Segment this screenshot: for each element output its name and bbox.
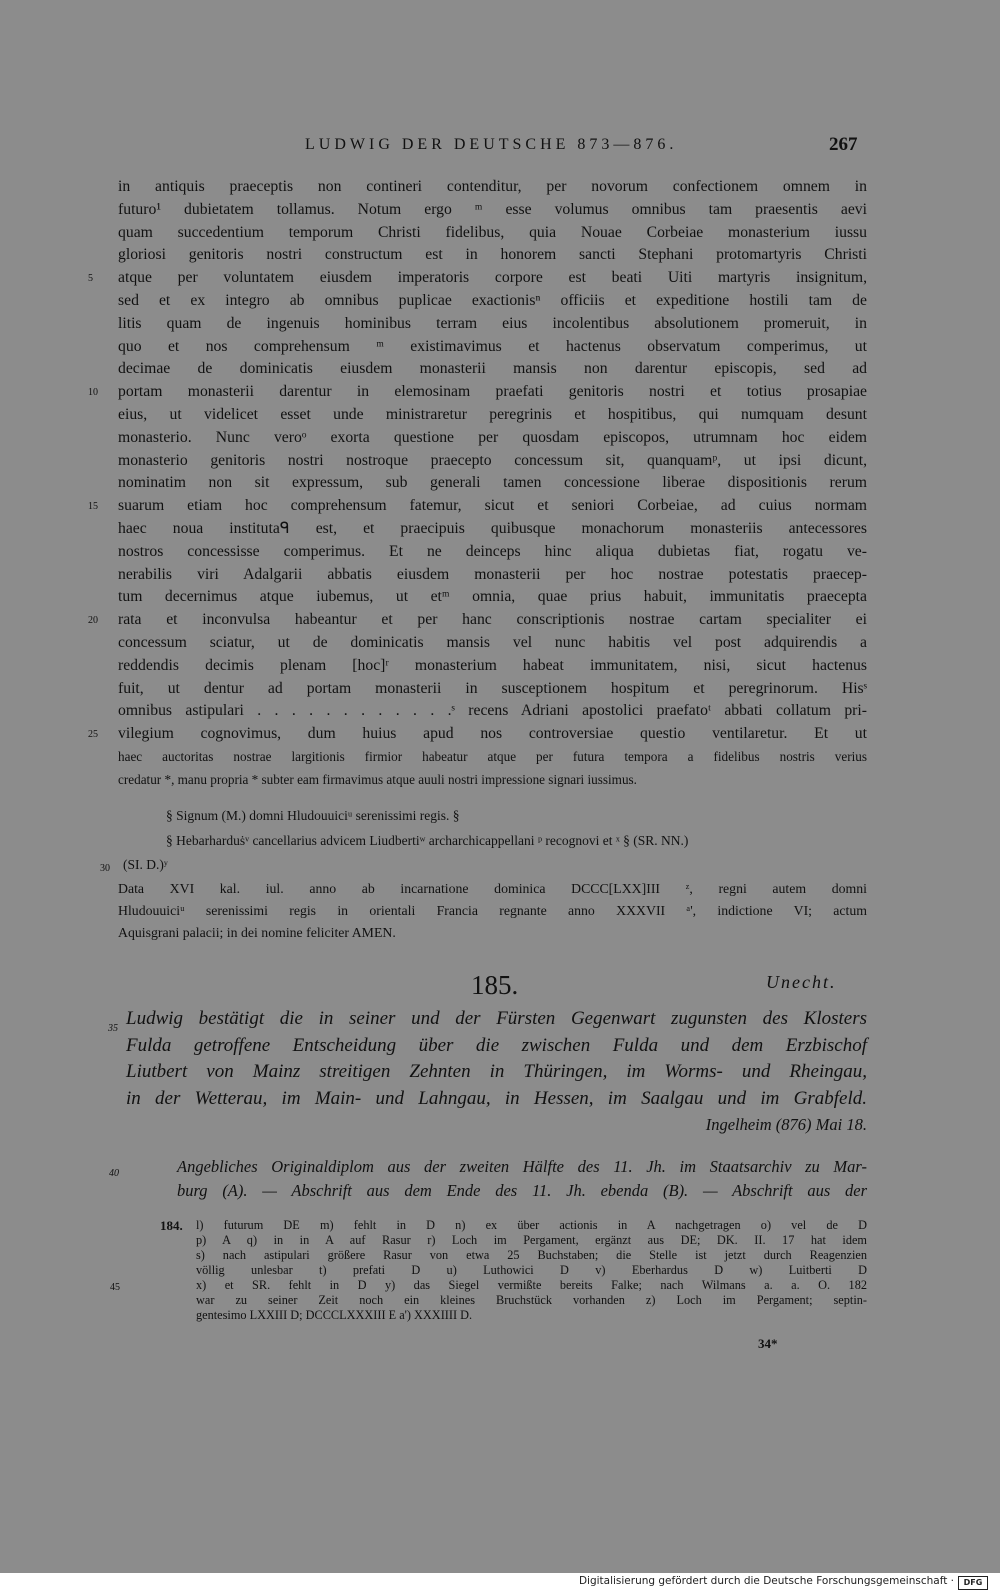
footnote-line: gentesimo LXXIII D; DCCCLXXXIII E a') XXXIIII D. xyxy=(196,1308,473,1322)
sheet-signature: 34* xyxy=(758,1336,778,1351)
text-line: litis quam de ingenuis hominibus terram eius incolentibus absolutionem promeruit, in xyxy=(118,314,867,332)
line-number: 5 xyxy=(88,273,93,285)
text-line: Angebliches Originaldiplom aus der zweiten Hälfte des 11. Jh. im Staatsarchiv zu Mar- xyxy=(177,1157,867,1176)
page-number: 267 xyxy=(829,134,858,155)
line-number: 15 xyxy=(88,501,98,513)
line-number: 45 xyxy=(110,1282,120,1293)
text-line: 15 suarum etiam hoc comprehensum fatemur, sicut et seniori Corbeiae, ad cuius normam xyxy=(118,495,867,518)
line-number: 20 xyxy=(88,615,98,627)
text-line: reddendis decimis plenam [hoc]ʳ monasterium habeat immunitatem, nisi, sicut hactenus xyxy=(118,656,867,674)
text-line: monasterio genitoris nostri nostroque praecepto concessum sit, quanquamᵖ, ut ipsi dicunt, xyxy=(118,451,867,469)
text-line: haec noua institutaᑫ est, et praecipuis quibusque monachorum monasteriis antecessores xyxy=(118,519,867,537)
recognition-line: § Hebarharduṡᵛ cancellarius advicem Liudbertiʷ archarchicappellani ᵖ recognovi et ˣ § (SR. NN.) xyxy=(166,833,689,848)
text-line: tum decernimus atque iubemus, ut etᵐ omnia, quae prius habuit, immunitatis praecepta xyxy=(118,588,867,606)
monogram-mark-icon: § xyxy=(449,808,460,823)
dfg-logo: DFG xyxy=(958,1576,988,1590)
footnote-line: völlig unlesbar t) prefati D u) Luthowici D v) Eberhardus D w) Luitberti D xyxy=(196,1263,867,1277)
line-number: 10 xyxy=(88,387,98,399)
text-line: 10 portam monasterii darentur in elemosinam praefati genitoris nostri et totius prosapiae xyxy=(118,381,867,404)
line-number: 25 xyxy=(88,729,98,741)
text-line: nominatim non sit expressum, sub generali tamen concessione liberae dispositionis rerum xyxy=(118,474,867,492)
text-line: nerabilis viri Adalgarii abbatis eiusdem monasterii per hoc nostrae potestatis praecep- xyxy=(118,565,867,583)
text-line: 5 atque per voluntatem eiusdem imperatoris corpore est beati Uiti martyris insignitum, xyxy=(118,267,867,290)
authenticity-note: Unecht. xyxy=(766,972,837,992)
text-line: Fulda getroffene Entscheidung über die zwischen Fulda und dem Erzbischof xyxy=(126,1034,867,1056)
text-line: fuit, ut dentur ad portam monasterii in susceptionem hospitum et peregrinorum. Hisˢ xyxy=(118,679,867,697)
monogram-mark-icon: § xyxy=(166,808,177,823)
document-number: 185. xyxy=(471,970,519,1000)
line-number: 35 xyxy=(108,1023,118,1034)
text-line: Ludwig bestätigt die in seiner und der Fürsten Gegenwart zugunsten des Klosters xyxy=(126,1008,867,1029)
text-line: futuro¹ dubietatem tollamus. Notum ergo ᵐ esse volumus omnibus tam praesentis aevi xyxy=(118,200,867,218)
monogram-mark-icon: § xyxy=(166,833,177,848)
text-line: burg (A). — Abschrift aus dem Ende des 11. Jh. ebenda (B). — Abschrift aus der xyxy=(177,1181,867,1200)
text-line: monasterio. Nunc veroᵒ exorta questione per quosdam episcopos, utrumnam hoc eidem xyxy=(118,428,867,446)
dating-clause xyxy=(118,878,867,944)
text-line: Hludouuiciᵘ serenissimi regis in orientali Francia regnante anno XXXVII ᵃ', indictione VI; actum xyxy=(118,903,867,918)
critical-apparatus xyxy=(110,1218,867,1323)
footnote-line: p) A q) in in A auf Rasur r) Loch im Pergament, ergänzt aus DE; DK. II. 17 hat idem xyxy=(196,1233,867,1247)
text-line: Aquisgrani palacii; in dei nomine feliciter AMEN. xyxy=(118,925,396,940)
charter-text xyxy=(88,176,867,792)
text-line: quam succedentium temporum Christi fidelibus, quia Nouae Corbeiae monasterium iussu xyxy=(118,223,867,241)
place-and-date: Ingelheim (876) Mai 18. xyxy=(705,1115,867,1134)
text-line: in der Wetterau, im Main- und Lahngau, in Hessen, im Saalgau und im Grabfeld. xyxy=(126,1087,867,1109)
text-line: gloriosi genitoris nostri constructum est in honorem sancti Stephani protomartyris Christi xyxy=(118,246,867,264)
text-line: in antiquis praeceptis non contineri contenditur, per novorum confectionem omnem in xyxy=(118,178,867,195)
text-line: haec auctoritas nostrae largitionis firmior habeatur atque per futura tempora a fidelibus nostris verius xyxy=(118,748,867,764)
line-number: 30 xyxy=(100,863,110,874)
footnote-line: l) futurum DE m) fehlt in D n) ex über actionis in A nachgetragen o) vel de D xyxy=(196,1218,867,1232)
footnote-line: s) nach astipulari größere Rasur von etwa 25 Buchstaben; die Stelle ist jetzt durch Reagenzien xyxy=(196,1248,867,1262)
monogram-mark-icon: § xyxy=(619,833,634,848)
text-line: Liutbert von Mainz streitigen Zehnten in Thüringen, im Worms- und Rheingau, xyxy=(126,1061,867,1082)
funding-credit: Digitalisierung gefördert durch die Deutsche Forschungsgemeinschaft · xyxy=(578,1575,954,1587)
text-line: concessum sciatur, ut de dominicatis mansis vel nunc habitis vel post adquirendis a xyxy=(118,633,867,651)
running-header xyxy=(0,136,1000,158)
notes-label: 184. xyxy=(160,1218,183,1233)
text-line: 20 rata et inconvulsa habeantur et per hanc conscriptionis nostrae cartam specialiter ei xyxy=(118,609,867,632)
footnote-line: war zu seiner Zeit noch ein kleines Bruchstück vorhanden z) Loch im Pergament; septin- xyxy=(196,1293,867,1307)
text-line: omnibus astipulari . . . . . . . . . . . .ˢ recens Adriani apostolici praefatoᵗ abbati collatum pri- xyxy=(118,702,867,720)
signum-line: § Signum (M.) domni Hludouuiciᵘ serenissimi regis. § xyxy=(166,808,460,823)
tradition-note xyxy=(109,1155,867,1203)
text-line: credatur *, manu propria * subter eam firmavimus atque auuli nostri impressione signari iussimus. xyxy=(118,771,637,787)
running-title: LUDWIG DER DEUTSCHE 873—876. xyxy=(305,136,678,153)
regest xyxy=(108,1006,867,1139)
text-line: 25 vilegium cognovimus, dum huius apud nos controversiae questio ventilaretur. Et ut xyxy=(118,723,867,746)
text-line: eius, ut videlicet esset unde ministraretur peregrinis et hospitibus, qui numquam desunt xyxy=(118,405,867,423)
sigillum-line: 30 (SI. D.)ʸ xyxy=(123,855,168,875)
footnote-line: x) et SR. fehlt in D y) das Siegel vermißte bereits Falke; nach Wilmans a. a. O. 182 xyxy=(196,1278,867,1292)
text-line: quo et nos comprehensum ᵐ existimavimus et hactenus observatum comperimus, ut xyxy=(118,337,867,355)
footer-bar xyxy=(0,1573,1000,1591)
line-number: 40 xyxy=(109,1168,119,1179)
text-line: nostros concessisse comperimus. Et ne deinceps hinc aliqua dubietas fiat, rogatu ve- xyxy=(118,542,867,560)
text-line: Data XVI kal. iul. anno ab incarnatione dominica DCCC[LXX]III ᶻ, regni autem domni xyxy=(118,881,867,896)
text-line: decimae de dominicatis eiusdem monasterii mansis non darentur episcopis, sed ad xyxy=(118,360,867,378)
text-line: sed et ex integro ab omnibus puplicae exactionisⁿ officiis et expeditione hostili tam de xyxy=(118,291,867,309)
